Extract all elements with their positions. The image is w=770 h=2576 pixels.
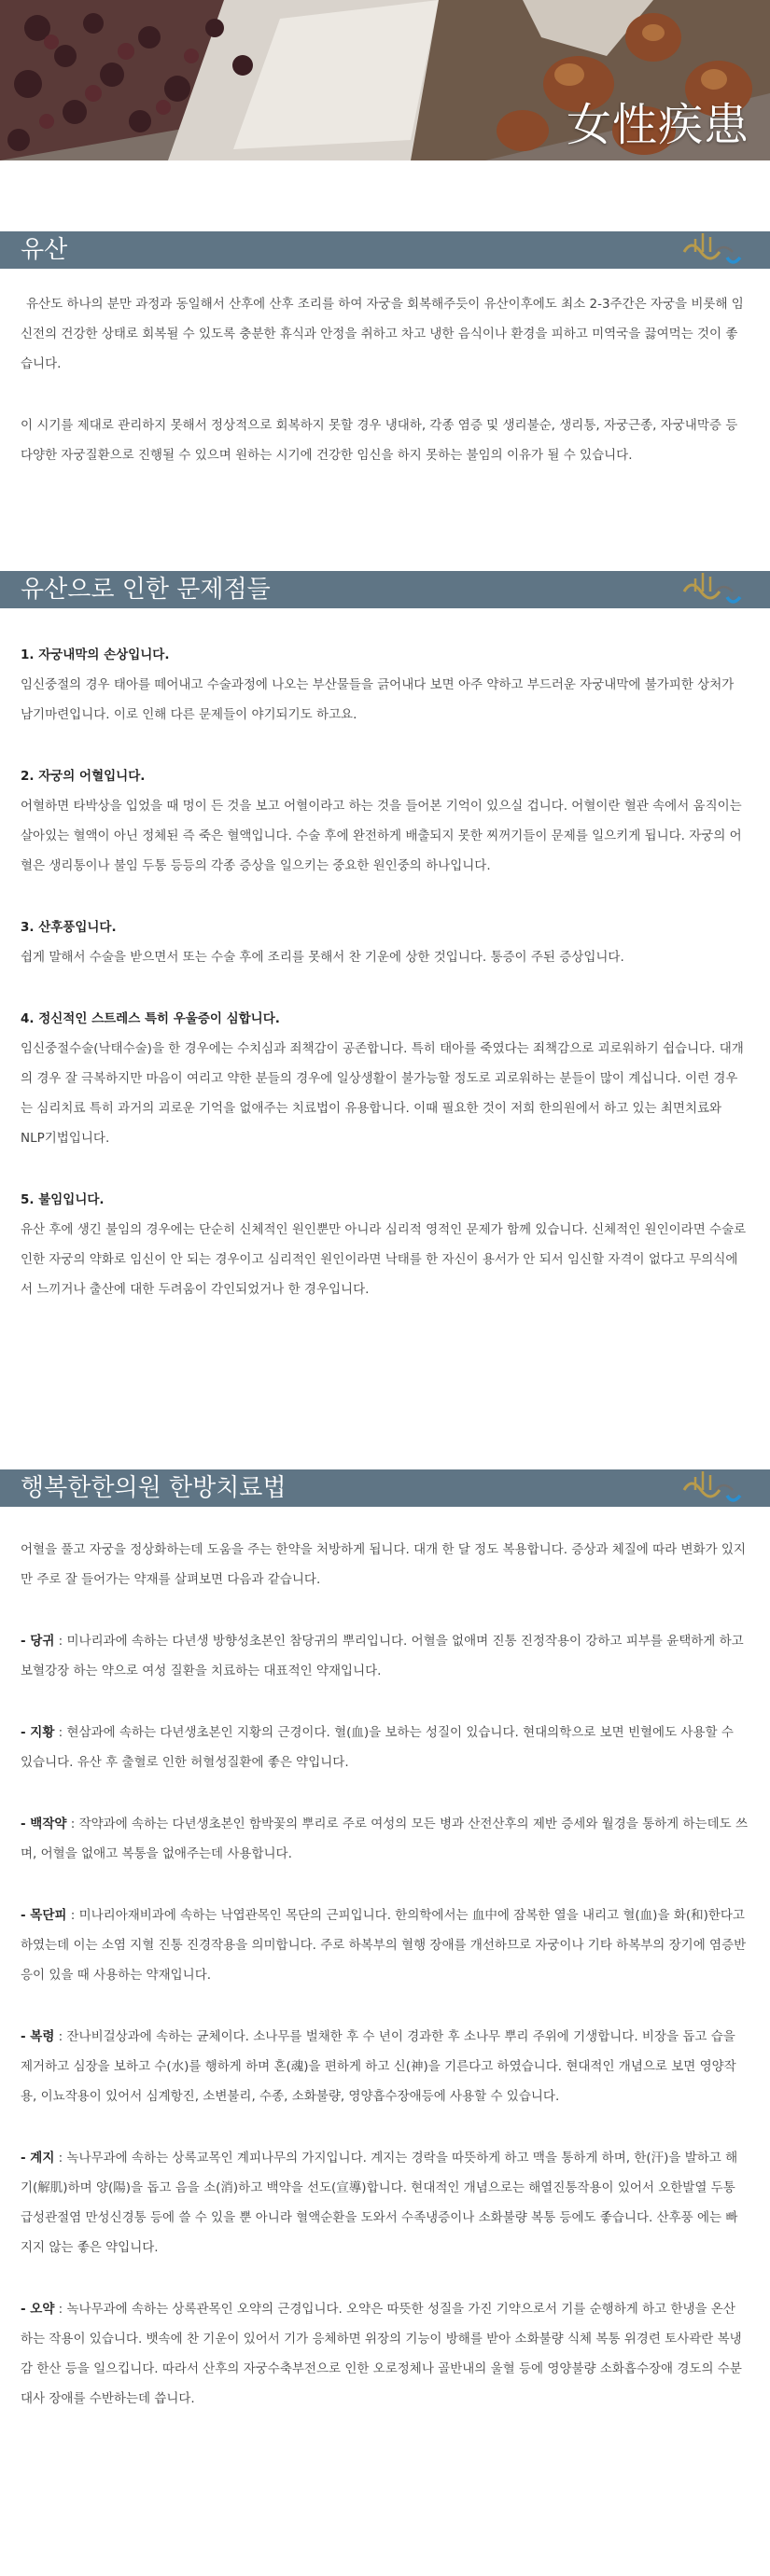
herb-entry [21,1901,749,1990]
paragraph: 유산도 하나의 분만 과정과 동일해서 산후에 산후 조리를 하여 자궁을 회복해주듯이 유산이후에도 최소 2-3주간은 자궁을 비롯해 임신전의 건강한 상태로 회복될 수 있도록 충분한 휴식과 안정을 취하고 차고 냉한 음식이나 환경을 피하고 미역국을 끓여먹는 것이 좋습니다. [21,297,744,371]
herb-entry [21,2143,749,2263]
hero-banner [0,0,770,160]
herb-name: - 복령 [21,2029,55,2044]
item-text: 임신중절수술(낙태수술)을 한 경우에는 수치심과 죄책감이 공존합니다. 특히 태아를 죽였다는 죄책감으로 괴로워하기 쉽습니다. 대개의 경우 잘 극복하지만 마음이 여리고 약한 분들의 경우에 일상생활이 불가능할 정도로 괴로워하는 분들이 많이 계십니다. 이런 경우는 심리치료 특히 과거의 괴로운 기억을 없애주는 치료법이 유용합니다. 이때 필요한 것이 저희 한의원에서 하고 있는 최면치료와 NLP기법입니다. [21,1041,744,1146]
item-heading: 2. 자궁의 어혈입니다. [21,769,146,784]
herb-name: - 당귀 [21,1634,55,1649]
item-heading: 4. 정신적인 스트레스 특히 우울증이 심합니다. [21,1011,280,1026]
herb-entry [21,1626,749,1686]
herb-name: - 백작약 [21,1817,67,1831]
herb-description: : 작약과에 속하는 다년생초본인 함박꽃의 뿌리로 주로 여성의 모든 병과 산전산후의 제반 증세와 월경을 통하게 하는데도 쓰며, 어혈을 없애고 복통을 없애주는데 사용합니다. [21,1817,748,1861]
item-text: 임신중절의 경우 태아를 떼어내고 수술과정에 나오는 부산물들을 긁어내다 보면 아주 약하고 부드러운 자궁내막에 불가피한 상처가 남기마련입니다. 이로 인해 다른 문제들이 야기되기도 하고요. [21,677,735,722]
section-header-treatment [0,1469,770,1507]
section-title: 유산으로 인한 문제점들 [21,576,271,604]
herb-description: : 현삼과에 속하는 다년생초본인 지황의 근경이다. 혈(血)을 보하는 성질이 있습니다. 현대의학으로 보면 빈혈에도 사용할 수 있습니다. 유산 후 출혈로 인한 허혈성질환에 좋은 약입니다. [21,1725,734,1770]
section-header-problems [0,571,770,608]
item-heading: 3. 산후풍입니다. [21,920,117,935]
herb-name: - 목단피 [21,1908,67,1923]
section-body-problems [21,640,749,1304]
herb-description: : 녹나무과에 속하는 상록교목인 계피나무의 가지입니다. 계지는 경락을 따뜻하게 하고 맥을 통하게 하며, 한(汗)을 발하고 해기(解肌)하며 양(陽)을 돕고 음을 소(消)하고 백약을 선도(宣導)합니다. 현대적인 개념으로는 해열진통작용이 있어서 오한발열 두통 급성관절염 만성신경통 등에 쓸 수 있을 뿐 아니라 혈액순환을 도와서 수족냉증이나 소화불량 복통 등에도 좋습니다. 산후풍 에는 빠지지 않는 좋은 약입니다. [21,2151,738,2255]
herb-name: - 지황 [21,1725,55,1740]
section-title: 유산 [21,236,68,264]
section-title: 행복한한의원 한방치료법 [21,1474,287,1502]
herb-description: : 미나리아재비과에 속하는 낙엽관목인 목단의 근피입니다. 한의학에서는 血中에 잠복한 열을 내리고 혈(血)을 화(和)한다고 하였는데 이는 소염 지혈 진통 진경작용을 의미합니다. 주로 하복부의 혈행 장애를 개선하므로 자궁이나 기타 하복부의 장기에 염증반응이 있을 때 사용하는 약재입니다. [21,1908,747,1983]
section-body-treatment [21,1535,749,2414]
item-heading: 1. 자궁내막의 손상입니다. [21,647,170,662]
wave-ornament-icon [630,1449,770,1507]
item-text: 유산 후에 생긴 불임의 경우에는 단순히 신체적인 원인뿐만 아니라 심리적 영적인 문제가 함께 있습니다. 신체적인 원인이라면 수술로 인한 자궁의 약화로 임신이 안 되는 경우이고 심리적인 원인이라면 낙태를 한 자신이 용서가 안 되서 임신할 자격이 없다고 무의식에서 느끼거나 출산에 대한 두려움이 각인되었거나 한 경우입니다. [21,1222,747,1297]
wave-ornament-icon [630,550,770,608]
item-heading: 5. 불임입니다. [21,1192,105,1207]
hero-title: 女性疾患 [566,99,749,151]
intro-text: 어혈을 풀고 자궁을 정상화하는데 도움을 주는 한약을 처방하게 됩니다. 대개 한 달 정도 복용합니다. 증상과 체질에 따라 변화가 있지만 주로 잘 들어가는 약재를 살펴보면 다음과 같습니다. [21,1542,746,1587]
item-text: 어혈하면 타박상을 입었을 때 멍이 든 것을 보고 어혈이라고 하는 것을 들어본 기억이 있으실 겁니다. 어혈이란 혈관 속에서 움직이는 살아있는 혈액이 아닌 정체된 즉 죽은 혈액입니다. 수술 후에 완전하게 배출되지 못한 찌꺼기들이 문제를 일으키게 됩니다. 자궁의 어혈은 생리통이나 불임 두통 등등의 각종 증상을 일으키는 중요한 원인중의 하나입니다. [21,799,742,873]
section-header-miscarriage [0,231,770,269]
item-text: 쉽게 말해서 수술을 받으면서 또는 수술 후에 조리를 못해서 찬 기운에 상한 것입니다. 통증이 주된 증상입니다. [21,950,624,965]
herb-entry [21,2022,749,2111]
herb-description: : 잔나비걸상과에 속하는 균체이다. 소나무를 벌채한 후 수 년이 경과한 후 소나무 뿌리 주위에 기생합니다. 비장을 돕고 습을 제거하고 심장을 보하고 수(水)를 행하게 하며 혼(魂)을 편하게 하고 신(神)을 기른다고 하였습니다. 현대적인 개념으로 보면 영양작용, 이뇨작용이 있어서 심계항진, 소변불리, 수종, 소화불량, 영양흡수장애등에 사용할 수 있습니다. [21,2029,736,2104]
wave-ornament-icon [630,211,770,269]
herb-name: - 계지 [21,2151,55,2165]
herb-description: : 녹나무과에 속하는 상록관목인 오약의 근경입니다. 오약은 따뜻한 성질을 가진 기약으로서 기를 순행하게 하고 한냉을 온산 하는 작용이 있습니다. 뱃속에 찬 기운이 있어서 기가 응체하면 위장의 기능이 방해를 받아 소화불량 식체 복통 위경련 토사곽란 복냉감 한산 등을 일으킵니다. 따라서 산후의 자궁수축부전으로 인한 오로정체나 골반내의 울혈 등에 영양불량 소화흡수장애 경도의 수분대사 장애를 수반하는데 씁니다. [21,2302,742,2406]
herb-description: : 미나리과에 속하는 다년생 방향성초본인 참당귀의 뿌리입니다. 어혈을 없애며 진통 진정작용이 강하고 피부를 윤택하게 하고 보혈강장 하는 약으로 여성 질환을 치료하는 대표적인 약재입니다. [21,1634,744,1678]
herb-name: - 오약 [21,2302,55,2317]
herb-entry [21,2294,749,2414]
herb-entry [21,1809,749,1869]
section-body-miscarriage [21,289,749,470]
herb-entry [21,1718,749,1777]
paragraph: 이 시기를 제대로 관리하지 못해서 정상적으로 회복하지 못할 경우 냉대하, 각종 염증 및 생리불순, 생리통, 자궁근종, 자궁내막증 등 다양한 자궁질환으로 진행될 수 있으며 원하는 시기에 건강한 임신을 하지 못하는 불임의 이유가 될 수 있습니다. [21,418,738,463]
